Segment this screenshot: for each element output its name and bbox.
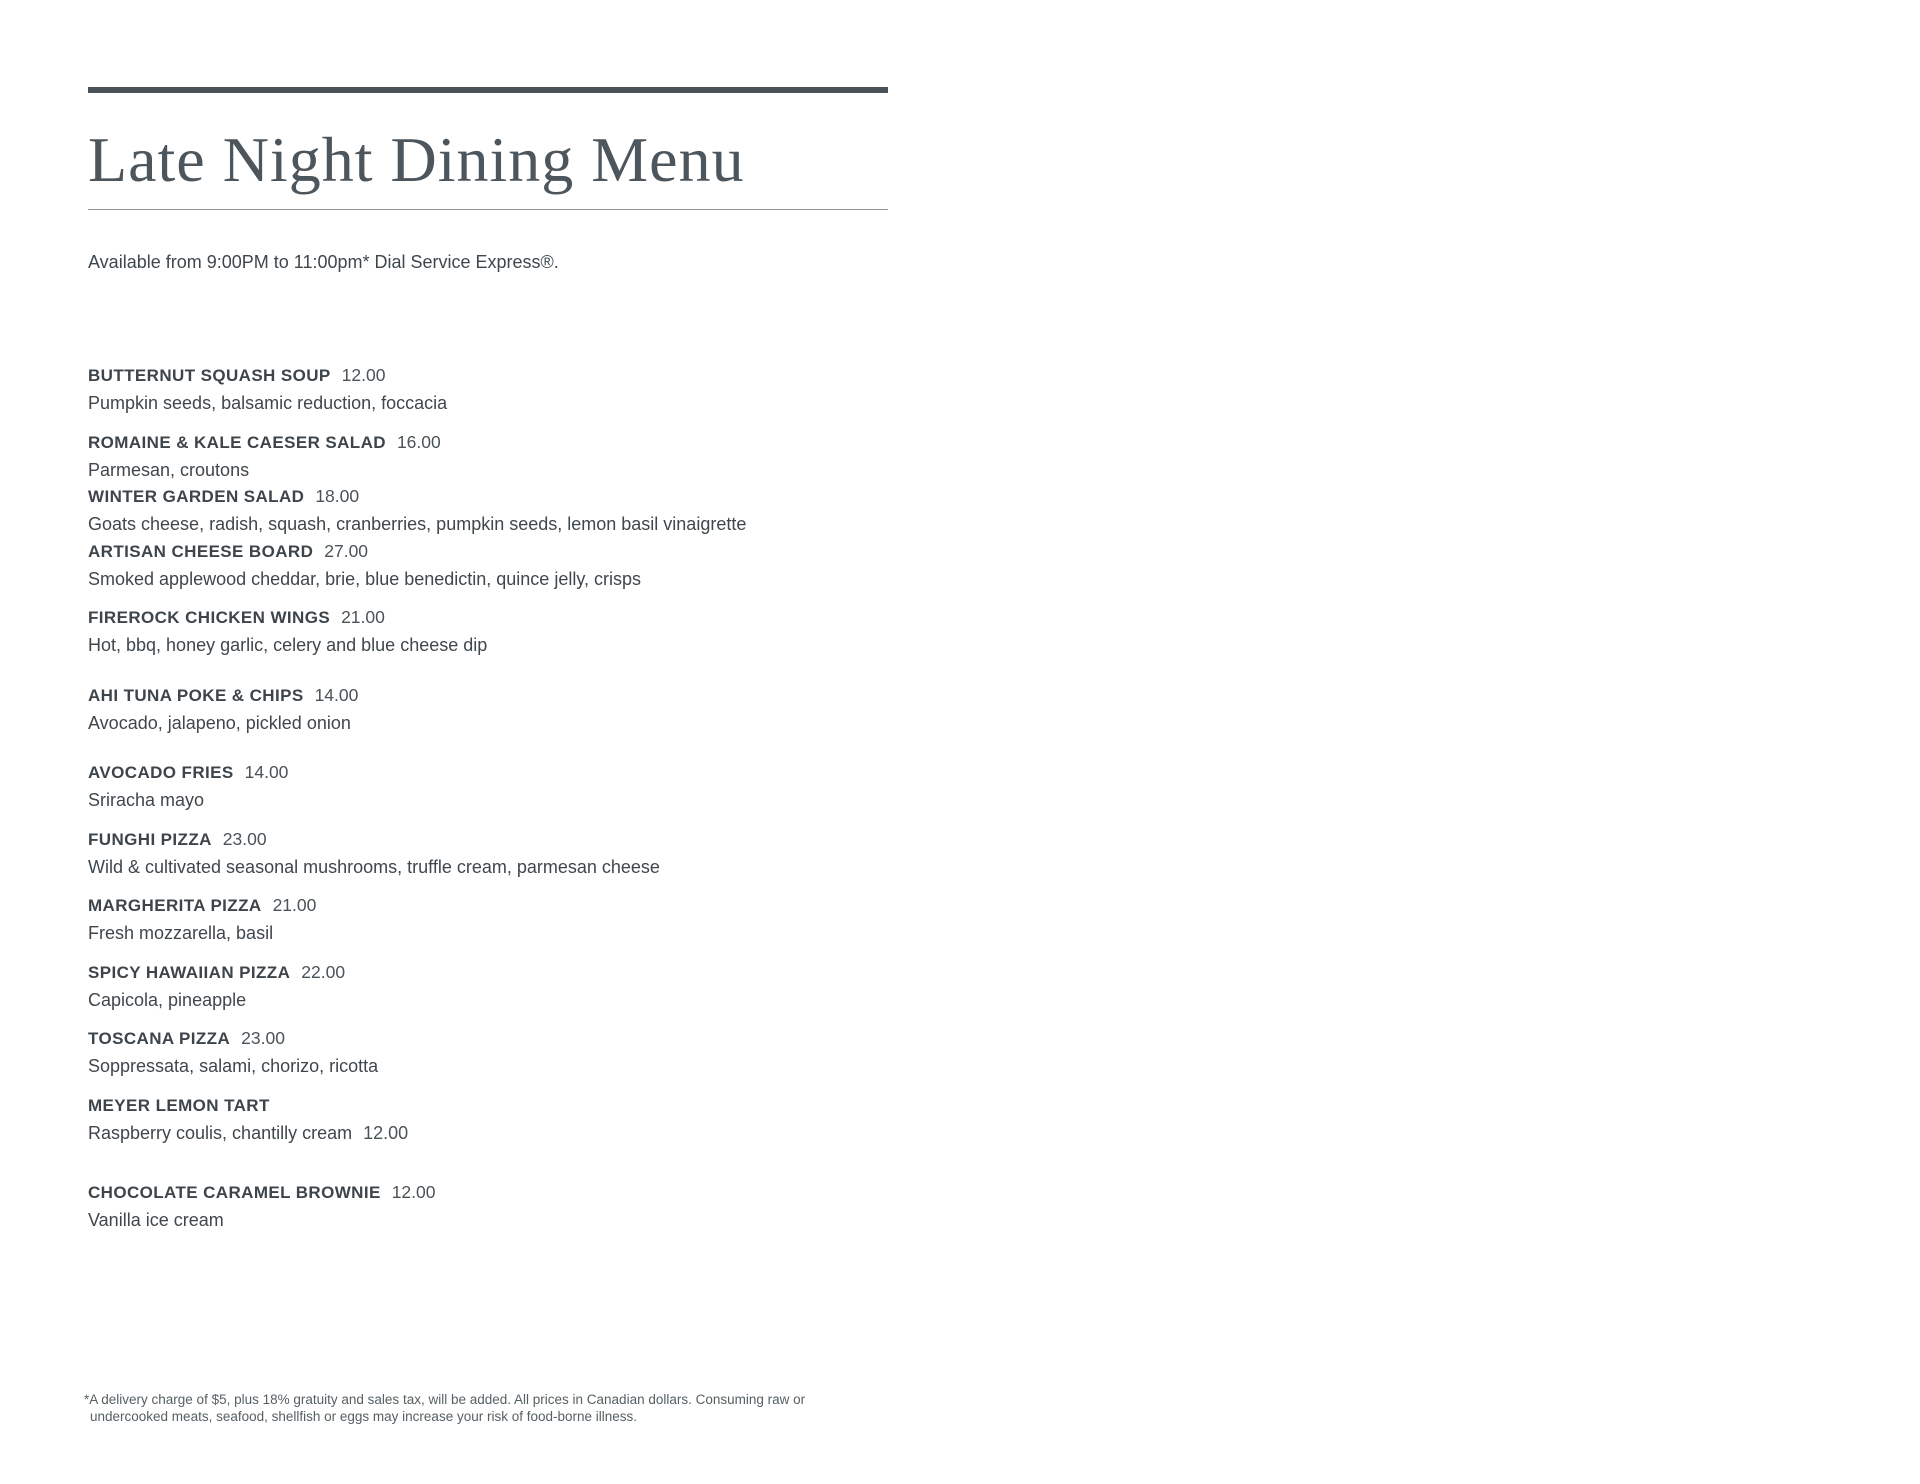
- menu-item-price: 22.00: [301, 961, 346, 982]
- menu-item-name: TOSCANA PIZZA: [88, 1029, 231, 1049]
- menu-item-avocado-fries: [88, 762, 988, 812]
- menu-item-description: Goats cheese, radish, squash, cranberries, pumpkin seeds, lemon basil vinaigrette: [88, 514, 747, 535]
- menu-item-price: 12.00: [391, 1182, 436, 1203]
- delivery-disclaimer-footnote: *A delivery charge of $5, plus 18% gratuity and sales tax, will be added. All prices in Canadian dollars. Consuming raw or undercooked meats, seafood, shellfish or eggs may increase your risk of food-borne illness.: [84, 1392, 806, 1424]
- menu-item-ahi-tuna-poke-chips: [88, 685, 988, 735]
- menu-item-price: 23.00: [222, 828, 267, 849]
- menu-item-description: Fresh mozzarella, basil: [88, 923, 274, 944]
- page-title: Late Night Dining Menu: [88, 124, 745, 195]
- menu-item-price: 27.00: [324, 540, 369, 561]
- menu-item-price: 14.00: [244, 762, 289, 783]
- menu-item-name: ROMAINE & KALE CAESER SALAD: [88, 432, 386, 452]
- menu-item-description: Wild & cultivated seasonal mushrooms, truffle cream, parmesan cheese: [88, 856, 660, 877]
- menu-item-price: 21.00: [341, 607, 385, 628]
- menu-item-winter-garden-salad: [88, 486, 988, 536]
- menu-item-description: Sriracha mayo: [88, 790, 205, 811]
- menu-item-chocolate-caramel-brownie: [88, 1182, 988, 1232]
- menu-item-desc-price: 12.00: [363, 1122, 409, 1143]
- menu-item-spicy-hawaiian-pizza: [88, 962, 988, 1012]
- menu-item-price: 14.00: [314, 684, 359, 705]
- menu-item-meyer-lemon-tart: [88, 1095, 988, 1145]
- top-divider-bar: [88, 87, 888, 93]
- menu-item-price: 21.00: [272, 895, 317, 916]
- menu-item-name: AVOCADO FRIES: [88, 763, 234, 783]
- menu-item-price: 16.00: [396, 431, 441, 452]
- menu-item-description: Hot, bbq, honey garlic, celery and blue cheese dip: [88, 635, 488, 656]
- menu-item-description: Raspberry coulis, chantilly cream: [88, 1122, 353, 1143]
- menu-item-name: WINTER GARDEN SALAD: [88, 487, 305, 507]
- menu-item-description: Parmesan, croutons: [88, 459, 250, 480]
- menu-item-list: [88, 365, 988, 1232]
- menu-item-name: AHI TUNA POKE & CHIPS: [88, 685, 304, 705]
- menu-item-artisan-cheese-board: [88, 541, 988, 591]
- menu-item-description: Pumpkin seeds, balsamic reduction, foccacia: [88, 393, 448, 414]
- menu-item-description: Smoked applewood cheddar, brie, blue benedictin, quince jelly, crisps: [88, 568, 641, 589]
- availability-subtitle: Available from 9:00PM to 11:00pm* Dial Service Express®.: [88, 252, 559, 273]
- title-underline-rule: [88, 209, 888, 210]
- menu-item-name: BUTTERNUT SQUASH SOUP: [88, 366, 331, 386]
- menu-item-name: ARTISAN CHEESE BOARD: [88, 541, 314, 561]
- menu-item-margherita-pizza: [88, 895, 988, 945]
- menu-item-price: 18.00: [315, 486, 360, 507]
- menu-item-description: Capicola, pineapple: [88, 989, 247, 1010]
- menu-item-firerock-chicken-wings: [88, 607, 988, 657]
- menu-item-name: FUNGHI PIZZA: [88, 829, 212, 849]
- menu-item-toscana-pizza: [88, 1028, 988, 1078]
- menu-item-description: Soppressata, salami, chorizo, ricotta: [88, 1056, 379, 1077]
- menu-item-price: 23.00: [241, 1028, 285, 1049]
- menu-item-name: FIREROCK CHICKEN WINGS: [88, 608, 331, 628]
- menu-item-name: MARGHERITA PIZZA: [88, 896, 262, 916]
- menu-item-price: 12.00: [341, 365, 386, 386]
- menu-item-description: Vanilla ice cream: [88, 1210, 224, 1231]
- menu-item-funghi-pizza: [88, 829, 988, 879]
- menu-item-butternut-squash-soup: [88, 365, 988, 415]
- menu-item-romaine-kale-caeser-salad: [88, 432, 988, 482]
- menu-item-name: MEYER LEMON TART: [88, 1095, 270, 1115]
- menu-item-name: CHOCOLATE CARAMEL BROWNIE: [88, 1183, 381, 1203]
- menu-item-description: Avocado, jalapeno, pickled onion: [88, 712, 351, 733]
- menu-item-name: SPICY HAWAIIAN PIZZA: [88, 962, 291, 982]
